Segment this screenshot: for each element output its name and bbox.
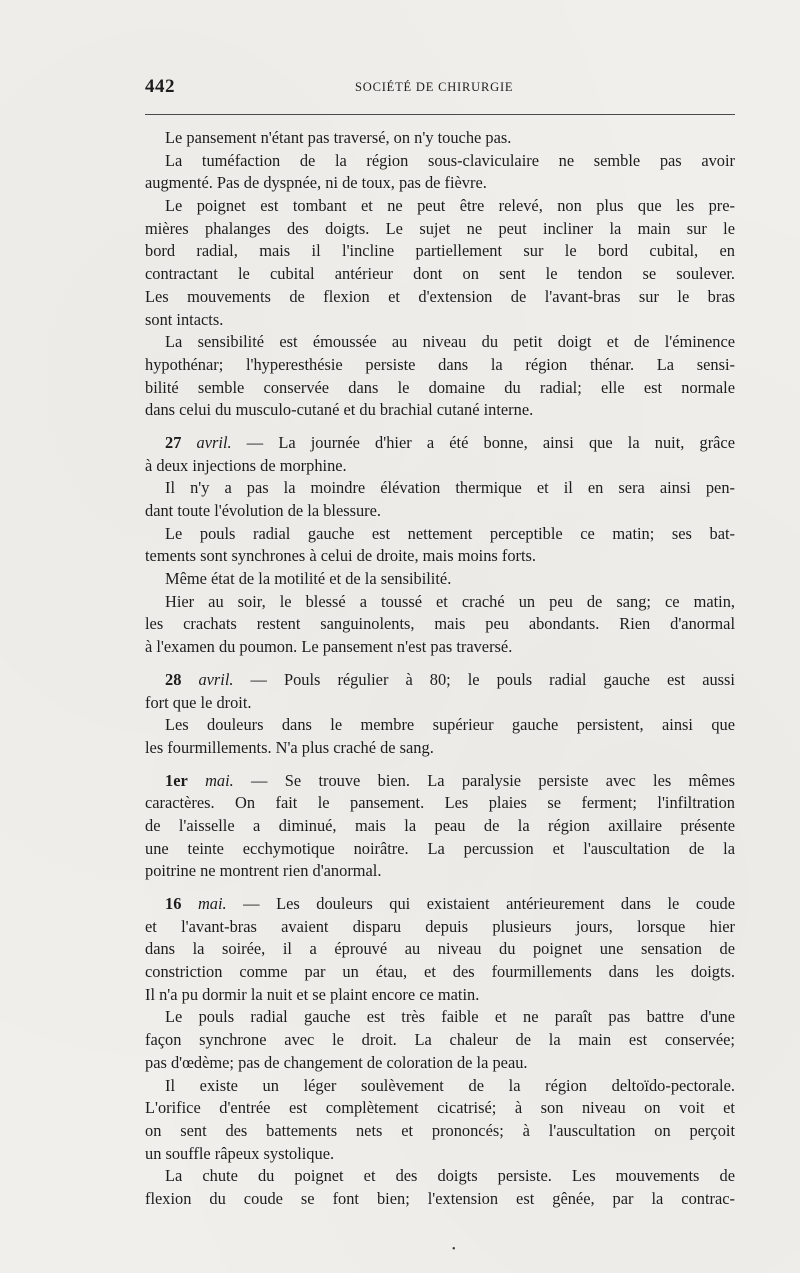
line-text: Il n'a pu dormir la nuit et se plaint encore ce matin. bbox=[145, 984, 480, 1004]
text-line: 28 avril. — Pouls régulier à 80; le pouls radial gauche est aussi bbox=[165, 669, 735, 689]
line-text: dans celui du musculo-cutané et du brachial cutané interne. bbox=[145, 400, 534, 420]
line-text: et l'avant-bras avaient disparu depuis plusieurs jours, lorsque hier bbox=[145, 916, 735, 936]
line-text: dant toute l'évolution de la blessure. bbox=[145, 501, 382, 520]
paragraph-gap bbox=[145, 659, 735, 669]
line-text: caractères. On fait le pansement. Les plaies se ferment; l'infiltration bbox=[145, 793, 735, 813]
line-text: constriction comme par un étau, et des fourmillements dans les doigts. bbox=[145, 962, 735, 982]
text-line bbox=[145, 1120, 735, 1143]
text-line bbox=[145, 455, 735, 478]
text-line bbox=[145, 792, 735, 815]
header-rule bbox=[145, 114, 735, 115]
entry-month: avril. bbox=[198, 669, 234, 689]
body-text bbox=[145, 127, 735, 1211]
text-line bbox=[145, 263, 735, 286]
line-text: Le poignet est tombant et ne peut être relevé, non plus que les pre- bbox=[165, 196, 735, 216]
text-line bbox=[145, 636, 735, 659]
line-text: pas d'œdème; pas de changement de coloration de la peau. bbox=[145, 1052, 528, 1072]
entry-day: 16 bbox=[165, 894, 182, 913]
text-line bbox=[145, 240, 735, 263]
line-text: L'orifice d'entrée est complètement cicatrisé; à son niveau on voit et bbox=[145, 1098, 735, 1118]
line-text: bord radial, mais il l'incline partiellement sur le bord cubital, en bbox=[145, 241, 735, 261]
text-line bbox=[145, 1006, 735, 1029]
text-line bbox=[145, 1143, 735, 1166]
line-text: tements sont synchrones à celui de droite, mais moins forts. bbox=[145, 546, 537, 566]
page-number: 442 bbox=[145, 76, 175, 97]
line-text: on sent des battements nets et prononcés; à l'auscultation on perçoit bbox=[145, 1120, 735, 1140]
line-text: bilité semble conservée dans le domaine du radial; elle est normale bbox=[145, 377, 735, 397]
paragraph-gap bbox=[145, 883, 735, 893]
line-text: poitrine ne montrent rien d'anormal. bbox=[145, 861, 382, 881]
text-line bbox=[145, 477, 735, 500]
text-line bbox=[145, 545, 735, 568]
line-text: Se trouve bien. La paralysie persiste avec les mêmes bbox=[284, 770, 735, 790]
text-line bbox=[145, 150, 735, 173]
text-line bbox=[145, 1188, 735, 1211]
line-text: flexion du coude se font bien; l'extension est gênée, par la contrac- bbox=[145, 1188, 735, 1208]
text-line bbox=[145, 737, 735, 760]
text-line bbox=[145, 860, 735, 883]
line-text: augmenté. Pas de dyspnée, ni de toux, pas de fièvre. bbox=[145, 173, 487, 193]
text-line bbox=[145, 1052, 735, 1075]
text-line bbox=[145, 1165, 735, 1188]
line-text: sont intacts. bbox=[145, 309, 224, 329]
line-text: Il existe un léger soulèvement de la région deltoïdo-pectorale. bbox=[165, 1075, 735, 1095]
text-line bbox=[145, 500, 735, 523]
line-text: les fourmillements. N'a plus craché de sang. bbox=[145, 737, 434, 757]
text-line bbox=[145, 127, 735, 150]
text-line bbox=[145, 523, 735, 546]
text-line bbox=[145, 591, 735, 614]
line-text: Le pouls radial gauche est très faible et ne paraît pas battre d'une bbox=[165, 1007, 735, 1027]
line-text: Le pouls radial gauche est nettement perceptible ce matin; ses bat- bbox=[165, 523, 735, 543]
line-text: Même état de la motilité et de la sensibilité. bbox=[165, 569, 452, 589]
line-text: à deux injections de morphine. bbox=[145, 455, 347, 475]
text-line bbox=[145, 714, 735, 737]
text-line bbox=[145, 1075, 735, 1098]
text-line bbox=[145, 331, 735, 354]
line-text: Les douleurs qui existaient antérieurement dans le coude bbox=[276, 894, 735, 913]
line-text: dans la soirée, il a éprouvé au niveau du poignet une sensation de bbox=[145, 939, 735, 959]
text-line bbox=[145, 984, 735, 1007]
text-line bbox=[145, 195, 735, 218]
entry-day: 28 bbox=[165, 669, 182, 689]
text-line bbox=[145, 309, 735, 332]
text-line bbox=[145, 815, 735, 838]
line-text: La chute du poignet et des doigts persiste. Les mouvements de bbox=[165, 1166, 735, 1186]
line-text: La journée d'hier a été bonne, ainsi que la nuit, grâce bbox=[278, 432, 735, 452]
entry-month: avril. bbox=[196, 432, 232, 452]
line-text: de l'aisselle a diminué, mais la peau de la région axillaire présente bbox=[145, 815, 735, 835]
line-text: façon synchrone avec le droit. La chaleur de la main est conservée; bbox=[145, 1030, 735, 1050]
text-line bbox=[145, 961, 735, 984]
text-line bbox=[145, 354, 735, 377]
text-line bbox=[145, 377, 735, 400]
line-text: Le pansement n'étant pas traversé, on n'y touche pas. bbox=[165, 128, 512, 147]
running-title: SOCIÉTÉ DE CHIRURGIE bbox=[355, 80, 514, 94]
line-text: un souffle râpeux systolique. bbox=[145, 1143, 335, 1163]
text-line bbox=[145, 1097, 735, 1120]
text-line: 16 mai. — Les douleurs qui existaient antérieurement dans le coude bbox=[165, 894, 735, 913]
text-line bbox=[145, 613, 735, 636]
line-text: hypothénar; l'hyperesthésie persiste dans la région thénar. La sensi- bbox=[145, 354, 735, 374]
entry-day: 27 bbox=[165, 432, 182, 452]
text-line bbox=[145, 399, 735, 422]
line-text: contractant le cubital antérieur dont on sent le tendon se soulever. bbox=[145, 264, 735, 284]
text-line bbox=[145, 172, 735, 195]
line-text: Il n'y a pas la moindre élévation thermique et il en sera ainsi pen- bbox=[165, 478, 735, 498]
entry-month: mai. bbox=[197, 894, 227, 913]
text-line bbox=[145, 1029, 735, 1052]
line-text: La tuméfaction de la région sous-claviculaire ne semble pas avoir bbox=[165, 150, 735, 170]
line-text: une teinte ecchymotique noirâtre. La percussion et l'auscultation de la bbox=[145, 838, 735, 858]
text-line bbox=[145, 938, 735, 961]
line-text: mières phalanges des doigts. Le sujet ne peut incliner la main sur le bbox=[145, 218, 735, 238]
line-text: La sensibilité est émoussée au niveau du petit doigt et de l'éminence bbox=[165, 332, 735, 352]
page-header bbox=[145, 72, 735, 104]
entry-day: 1er bbox=[165, 770, 188, 790]
text-line bbox=[145, 838, 735, 861]
text-line bbox=[145, 568, 735, 591]
line-text: fort que le droit. bbox=[145, 692, 252, 712]
footer-mark: • bbox=[452, 1244, 456, 1255]
paragraph-gap bbox=[145, 760, 735, 770]
text-line: 27 avril. — La journée d'hier a été bonne, ainsi que la nuit, grâce bbox=[165, 432, 735, 452]
line-text: Les mouvements de flexion et d'extension de l'avant-bras sur le bras bbox=[145, 286, 735, 306]
line-text: à l'examen du poumon. Le pansement n'est pas traversé. bbox=[145, 637, 513, 657]
text-line bbox=[145, 286, 735, 309]
entry-month: mai. bbox=[205, 770, 234, 790]
text-line bbox=[145, 692, 735, 715]
line-text: Pouls régulier à 80; le pouls radial gauche est aussi bbox=[283, 669, 735, 689]
paragraph-gap bbox=[145, 422, 735, 432]
line-text: Les douleurs dans le membre supérieur gauche persistent, ainsi que bbox=[165, 715, 735, 735]
line-text: les crachats restent sanguinolents, mais peu abondants. Rien d'anormal bbox=[145, 614, 735, 634]
text-line: 1er mai. — Se trouve bien. La paralysie persiste avec les mêmes bbox=[165, 770, 735, 790]
text-line bbox=[145, 916, 735, 939]
text-line bbox=[145, 218, 735, 241]
line-text: Hier au soir, le blessé a toussé et craché un peu de sang; ce matin, bbox=[165, 591, 735, 611]
